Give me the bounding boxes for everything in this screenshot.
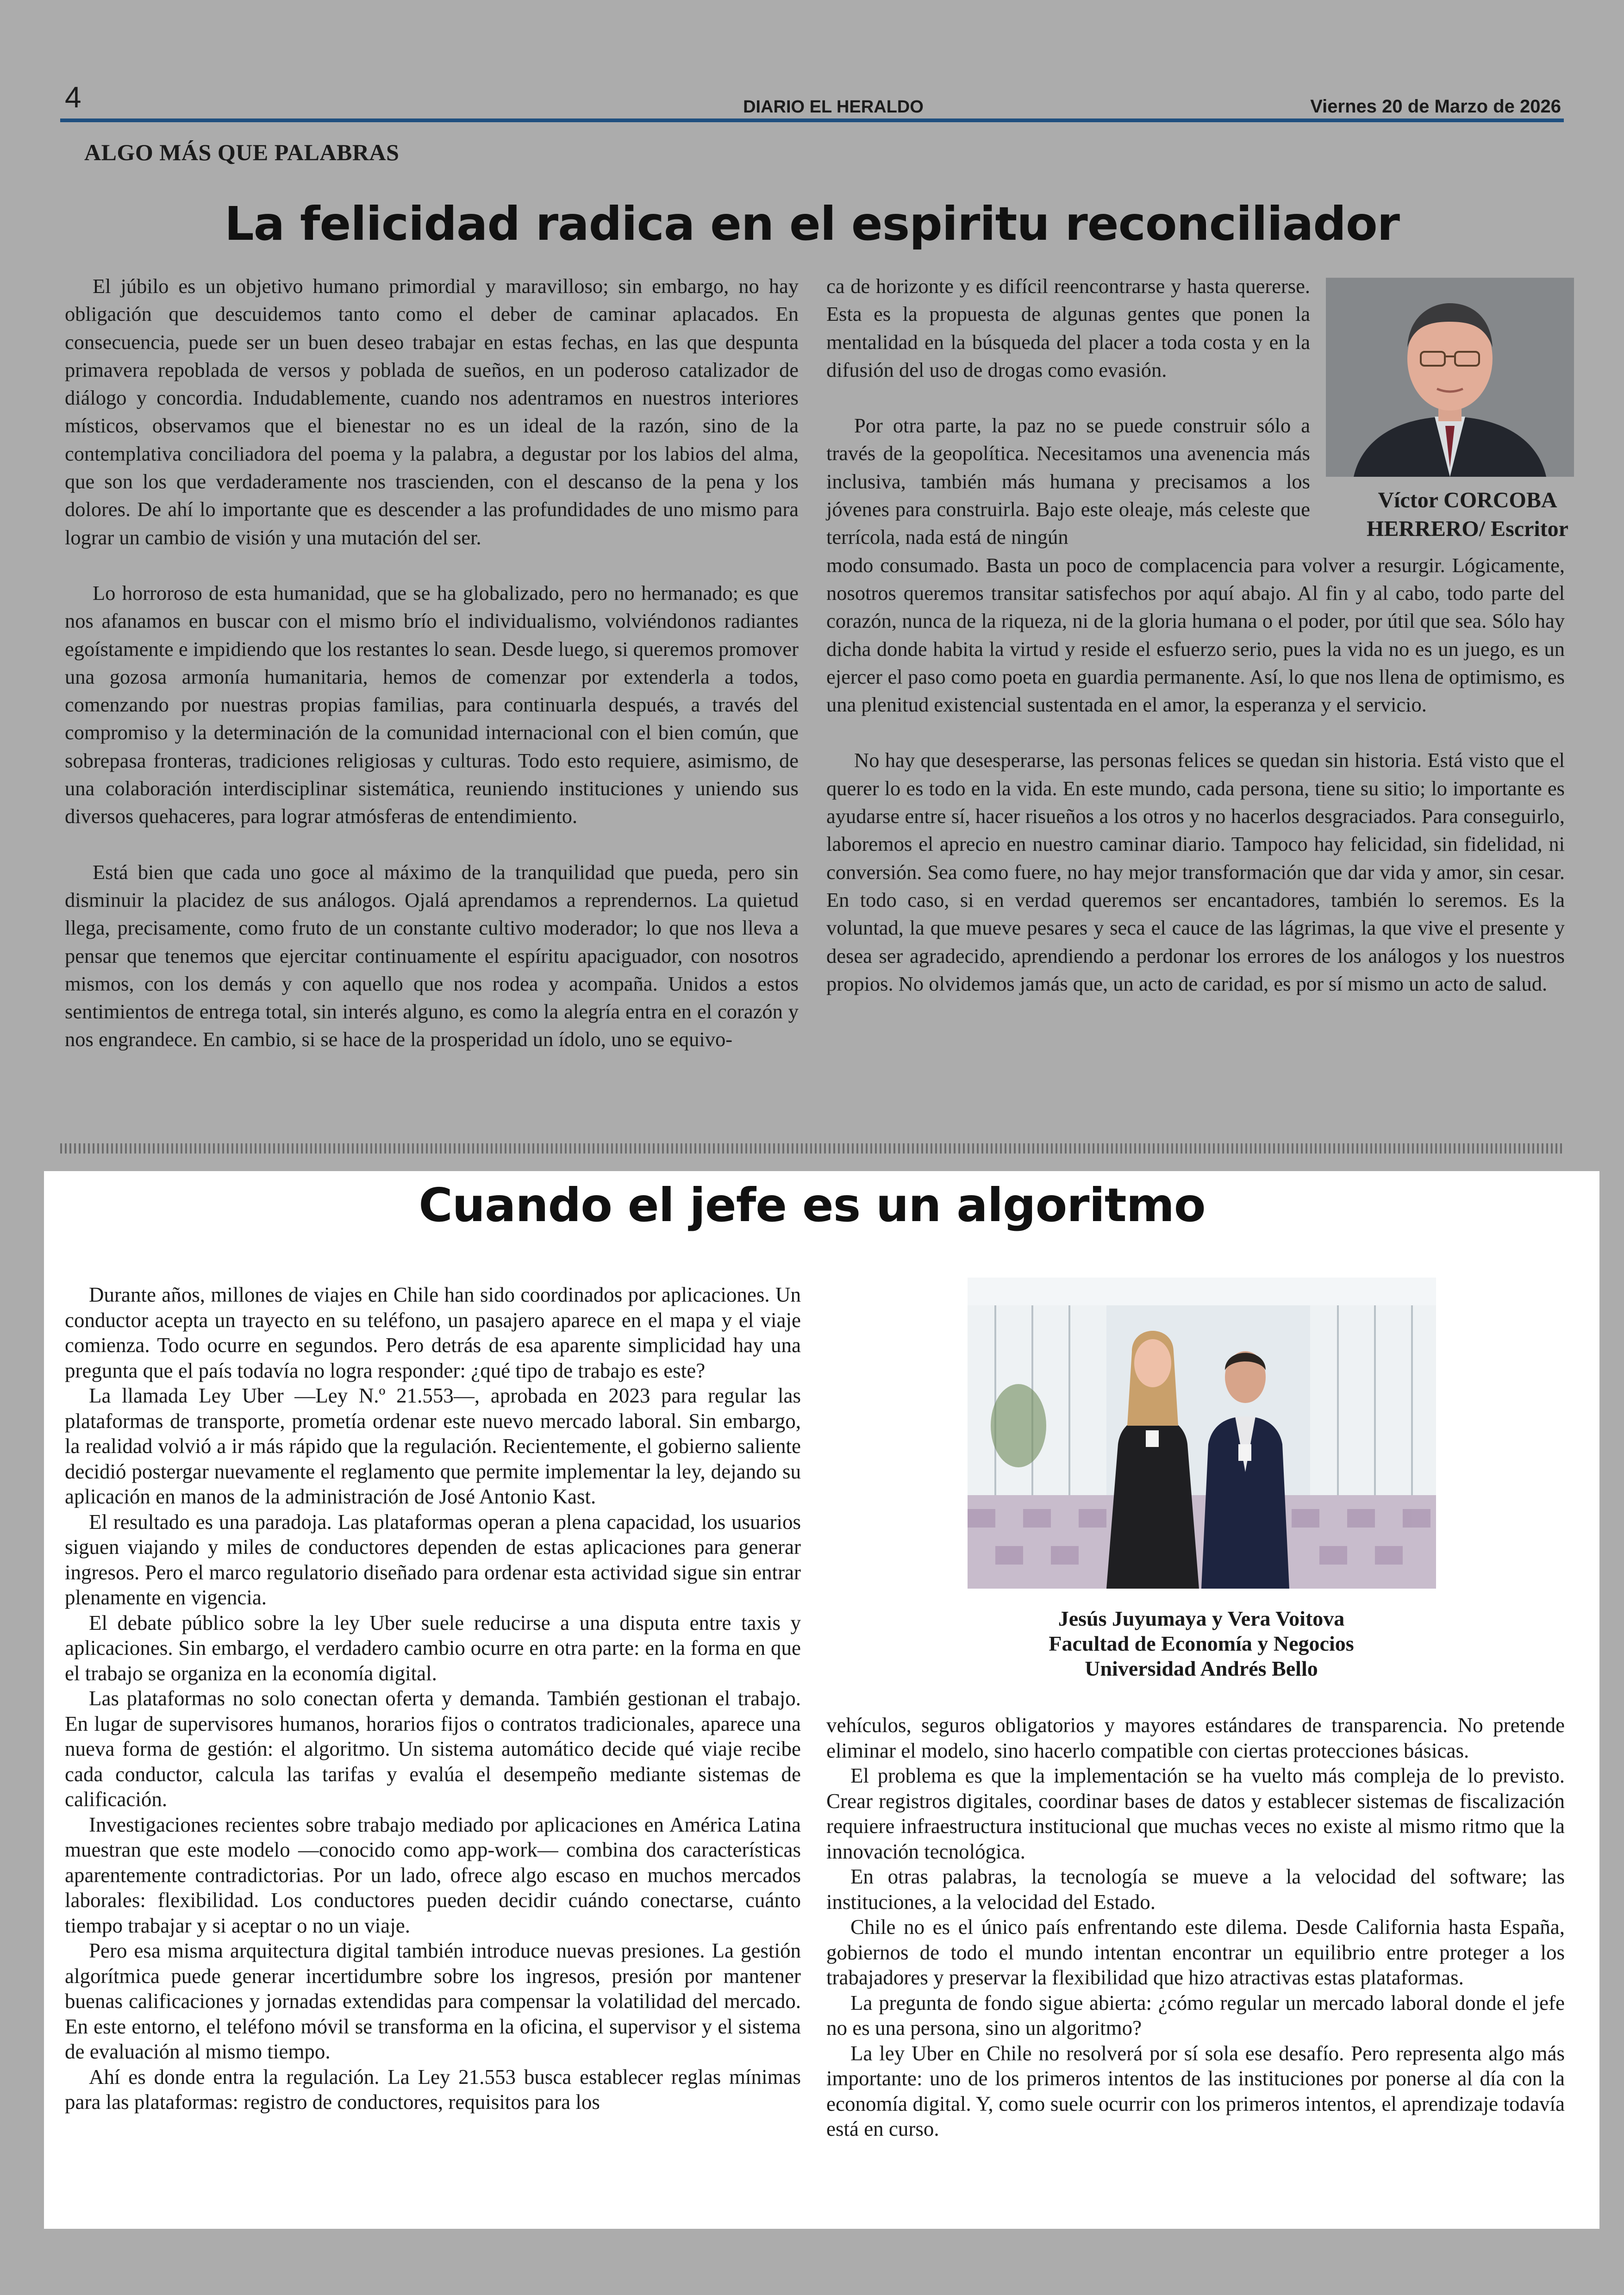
paragraph: vehículos, seguros obligatorios y mayores estándares de transparencia. No pretende eliminar el modelo, sino hacerlo compatible con ciertas protecciones básicas. — [826, 1714, 1565, 1762]
paragraph: Ahí es donde entra la regulación. La Ley 21.553 busca establecer reglas mínimas para las plataformas: registro de conductores, requisitos para los — [65, 2065, 801, 2114]
author-role: HERRERO/ Escritor — [1367, 517, 1568, 541]
authors-photo — [968, 1278, 1436, 1589]
paragraph: Pero esa misma arquitectura digital también introduce nuevas presiones. La gestión algorítmica puede generar incertidumbre sobre los ingresos, presión por mantener buenas calificaciones y jornadas extendidas para compensar la volatilidad del mercado. En este entorno, el teléfono móvil se transforma en la oficina, el supervisor y el sistema de evaluación al mismo tiempo. — [65, 1939, 801, 2063]
paragraph: El problema es que la implementación se ha vuelto más compleja de lo previsto. Crear registros digitales, coordinar bases de datos y establecer sistemas de fiscalización requiere infraestructura institucional que muchas veces no existe al mismo ritmo que la innovación tecnológica. — [826, 1764, 1565, 1863]
paragraph: Las plataformas no solo conectan oferta y demanda. También gestionan el trabajo. En lugar de supervisores humanos, horarios fijos o contratos tradicionales, aparece una nueva forma de gestión: el algoritmo. Un sistema automático decide qué viaje recibe cada conductor, calcula las tarifas y evalúa el desempeño mediante sistemas de calificación. — [65, 1687, 801, 1811]
paragraph: Investigaciones recientes sobre trabajo mediado por aplicaciones en América Latina muestran que este modelo —conocido como app-work— combina dos características aparentemente contradictorias. Por un lado, ofrece algo escaso en muchos mercados laborales: flexibilidad. Los conductores pueden decidir cuándo conectarse, cuánto tiempo trabajar y si aceptar o no un viaje. — [65, 1813, 801, 1937]
author-byline — [1343, 486, 1593, 543]
section-divider — [60, 1143, 1564, 1154]
article2-column-1 — [65, 1282, 801, 2115]
caption-university: Universidad Andrés Bello — [1085, 1657, 1318, 1680]
paragraph: El debate público sobre la ley Uber suele reducirse a una disputa entre taxis y aplicaciones. Sin embargo, el verdadero cambio ocurre en otra parte: en la forma en que el trabajo se organiza en la economía digital. — [65, 1611, 801, 1685]
article1-column-1 — [65, 272, 799, 1054]
page-number: 4 — [65, 81, 81, 114]
article2-title: Cuando el jefe es un algoritmo — [418, 1178, 1206, 1232]
paragraph: ca de horizonte y es difícil reencontrarse y hasta quererse. Esta es la propuesta de algunas gentes que ponen la mentalidad en la búsqueda del placer a toda costa y en la difusión del uso de drogas como evasión. — [826, 274, 1310, 381]
paragraph: La pregunta de fondo sigue abierta: ¿cómo regular un mercado laboral donde el jefe no es una persona, sino un algoritmo? — [826, 1991, 1565, 2039]
paragraph: La llamada Ley Uber —Ley N.º 21.553—, aprobada en 2023 para regular las plataformas de transporte, prometía ordenar este nuevo mercado laboral. Sin embargo, la realidad volvió a ir más rápido que la regulación. Recientemente, el gobierno saliente decidió postergar nuevamente el reglamento que permite implementar la ley, dejando su aplicación en manos de la administración de José Antonio Kast. — [65, 1384, 801, 1508]
paragraph: Lo horroroso de esta humanidad, que se ha globalizado, pero no hermanado; es que nos afanamos en buscar con el mismo brío el individualismo, volviéndonos radiantes egoístamente e impidiendo que los restantes lo sean. Desde luego, si queremos promover una gozosa armonía humanitaria, hemos de comenzar por extenderla a todos, comenzando por nuestras propias familias, para continuarla después, a través del compromiso y la determinación de la comunidad internacional con el bien común, que sobrepasa fronteras, tradiciones religiosas y culturas. Todo esto requiere, asimismo, de una colaboración interdisciplinar sistemática, reuniendo instituciones y uniendo sus diversos quehaceres, para lograr atmósferas de entendimiento. — [65, 581, 799, 828]
paragraph: El resultado es una paradoja. Las plataformas operan a plena capacidad, los usuarios siguen viajando y miles de conductores dependen de estas aplicaciones para generar ingresos. Pero el marco regulatorio diseñado para ordenar esta actividad sigue sin entrar plenamente en vigencia. — [65, 1510, 801, 1609]
photo-caption — [921, 1606, 1481, 1681]
paragraph: Durante años, millones de viajes en Chile han sido coordinados por aplicaciones. Un conductor acepta un trayecto en su teléfono, un pasajero aparece en el mapa y el viaje comienza. Todo ocurre en segundos. Pero detrás de esa aparente simplicidad hay una pregunta que el país todavía no logra responder: ¿qué tipo de trabajo es este? — [65, 1283, 801, 1382]
paragraph: modo consumado. Basta un poco de complacencia para volver a resurgir. Lógicamente, nosotros queremos transitar satisfechos por aquí abajo. Al fin y al cabo, todo parte del corazón, nunca de la riqueza, ni de la gloria humana o el poder, por útil que sea. Sólo hay dicha donde habita la virtud y reside el esfuerzo serio, pues la vida no es un juego, es un ejercer el paso como poeta en guardia permanente. Así, lo que nos llena de optimismo, es una plenitud existencial sustentada en el amor, la esperanza y el servicio. — [826, 553, 1565, 717]
caption-faculty: Facultad de Economía y Negocios — [1049, 1632, 1354, 1655]
caption-authors: Jesús Juyumaya y Vera Voitova — [1058, 1607, 1345, 1630]
article2-column-2 — [826, 1713, 1565, 2142]
article1-title: La felicidad radica en el espiritu reconciliador — [225, 197, 1399, 251]
paragraph: Por otra parte, la paz no se puede construir sólo a través de la geopolítica. Necesitamos una avenencia más inclusiva, también más humana y precisamos a los jóvenes para construirla. Bajo este oleaje, más celeste que terrícola, nada está de ningún — [826, 414, 1310, 549]
author-name: Víctor CORCOBA — [1378, 488, 1557, 512]
paragraph: Chile no es el único país enfrentando este dilema. Desde California hasta España, gobiernos de todo el mundo intentan encontrar un equilibrio entre proteger a los trabajadores y preservar la flexibilidad que hizo atractivas estas plataformas. — [826, 1915, 1565, 1989]
paragraph: No hay que desesperarse, las personas felices se quedan sin historia. Está visto que el querer lo es todo en la vida. En este mundo, cada persona, tiene su sitio; lo importante es ayudarse entre sí, hacer risueños a los otros y no hacerlos desgraciados. Para conseguirlo, laboremos el aprecio en nuestro caminar diario. Tampoco hay felicidad, sin fidelidad, ni conversión. Sea como fuere, no hay mejor transformación que dar vida y amor, sin cesar. En todo caso, si en verdad queremos ser encantadores, también lo seremos. Es la voluntad, la que mueve pesares y seca el cauce de las lágrimas, la que vive el presente y desea ser agradecido, aprendiendo a perdonar los errores de los análogos y los nuestros propios. No olvidemos jamás que, un acto de caridad, es por sí mismo un acto de salud. — [826, 748, 1565, 995]
paragraph: En otras palabras, la tecnología se mueve a la velocidad del software; las instituciones, a la velocidad del Estado. — [826, 1865, 1565, 1914]
author-portrait-photo — [1326, 278, 1574, 477]
paragraph: El júbilo es un objetivo humano primordial y maravilloso; sin embargo, no hay obligación que descuidemos tanto como el deber de caminar aplacados. En consecuencia, puede ser un buen deseo trabajar en estas fechas, en las que despunta primavera repoblada de versos y poblada de sueños, en un poderoso catalizador de diálogo y concordia. Indudablemente, cuando nos adentramos en nuestros interiores místicos, observamos que el bienestar no es un ideal de la razón, sino de la contemplativa conciliadora del poema y la palabra, a degustar por los labios del alma, que son los que verdaderamente nos trascienden, con el descanso de la pena y los dolores. De ahí lo importante que es descender a las profundidades de uno mismo para lograr un cambio de visión y una mutación del ser. — [65, 274, 799, 549]
section-label: ALGO MÁS QUE PALABRAS — [84, 139, 400, 165]
issue-date: Viernes 20 de Marzo de 2026 — [1310, 96, 1561, 117]
paragraph: Está bien que cada uno goce al máximo de la tranquilidad que pueda, pero sin disminuir la placidez de sus análogos. Ojalá aprendamos a reprendernos. La quietud llega, precisamente, como fruto de un constante cultivo moderador; lo que nos lleva a pensar que tenemos que ejercitar continuamente el espíritu apaciguador, con nosotros mismos, con los demás y con aquello que nos rodea y acompaña. Unidos a estos sentimientos de entrega total, sin interés alguno, es como la alegría entra en el corazón y nos engrandece. En cambio, si se hace de la prosperidad un ídolo, uno se equivo- — [65, 860, 799, 1051]
paragraph: La ley Uber en Chile no resolverá por sí sola ese desafío. Pero representa algo más importante: uno de los primeros intentos de las instituciones por ponerse al día con la economía digital. Y, como suele ocurrir con los primeros intentos, el aprendizaje todavía está en curso. — [826, 2041, 1565, 2140]
newspaper-name: DIARIO EL HERALDO — [743, 97, 924, 117]
masthead-rule — [60, 118, 1564, 122]
